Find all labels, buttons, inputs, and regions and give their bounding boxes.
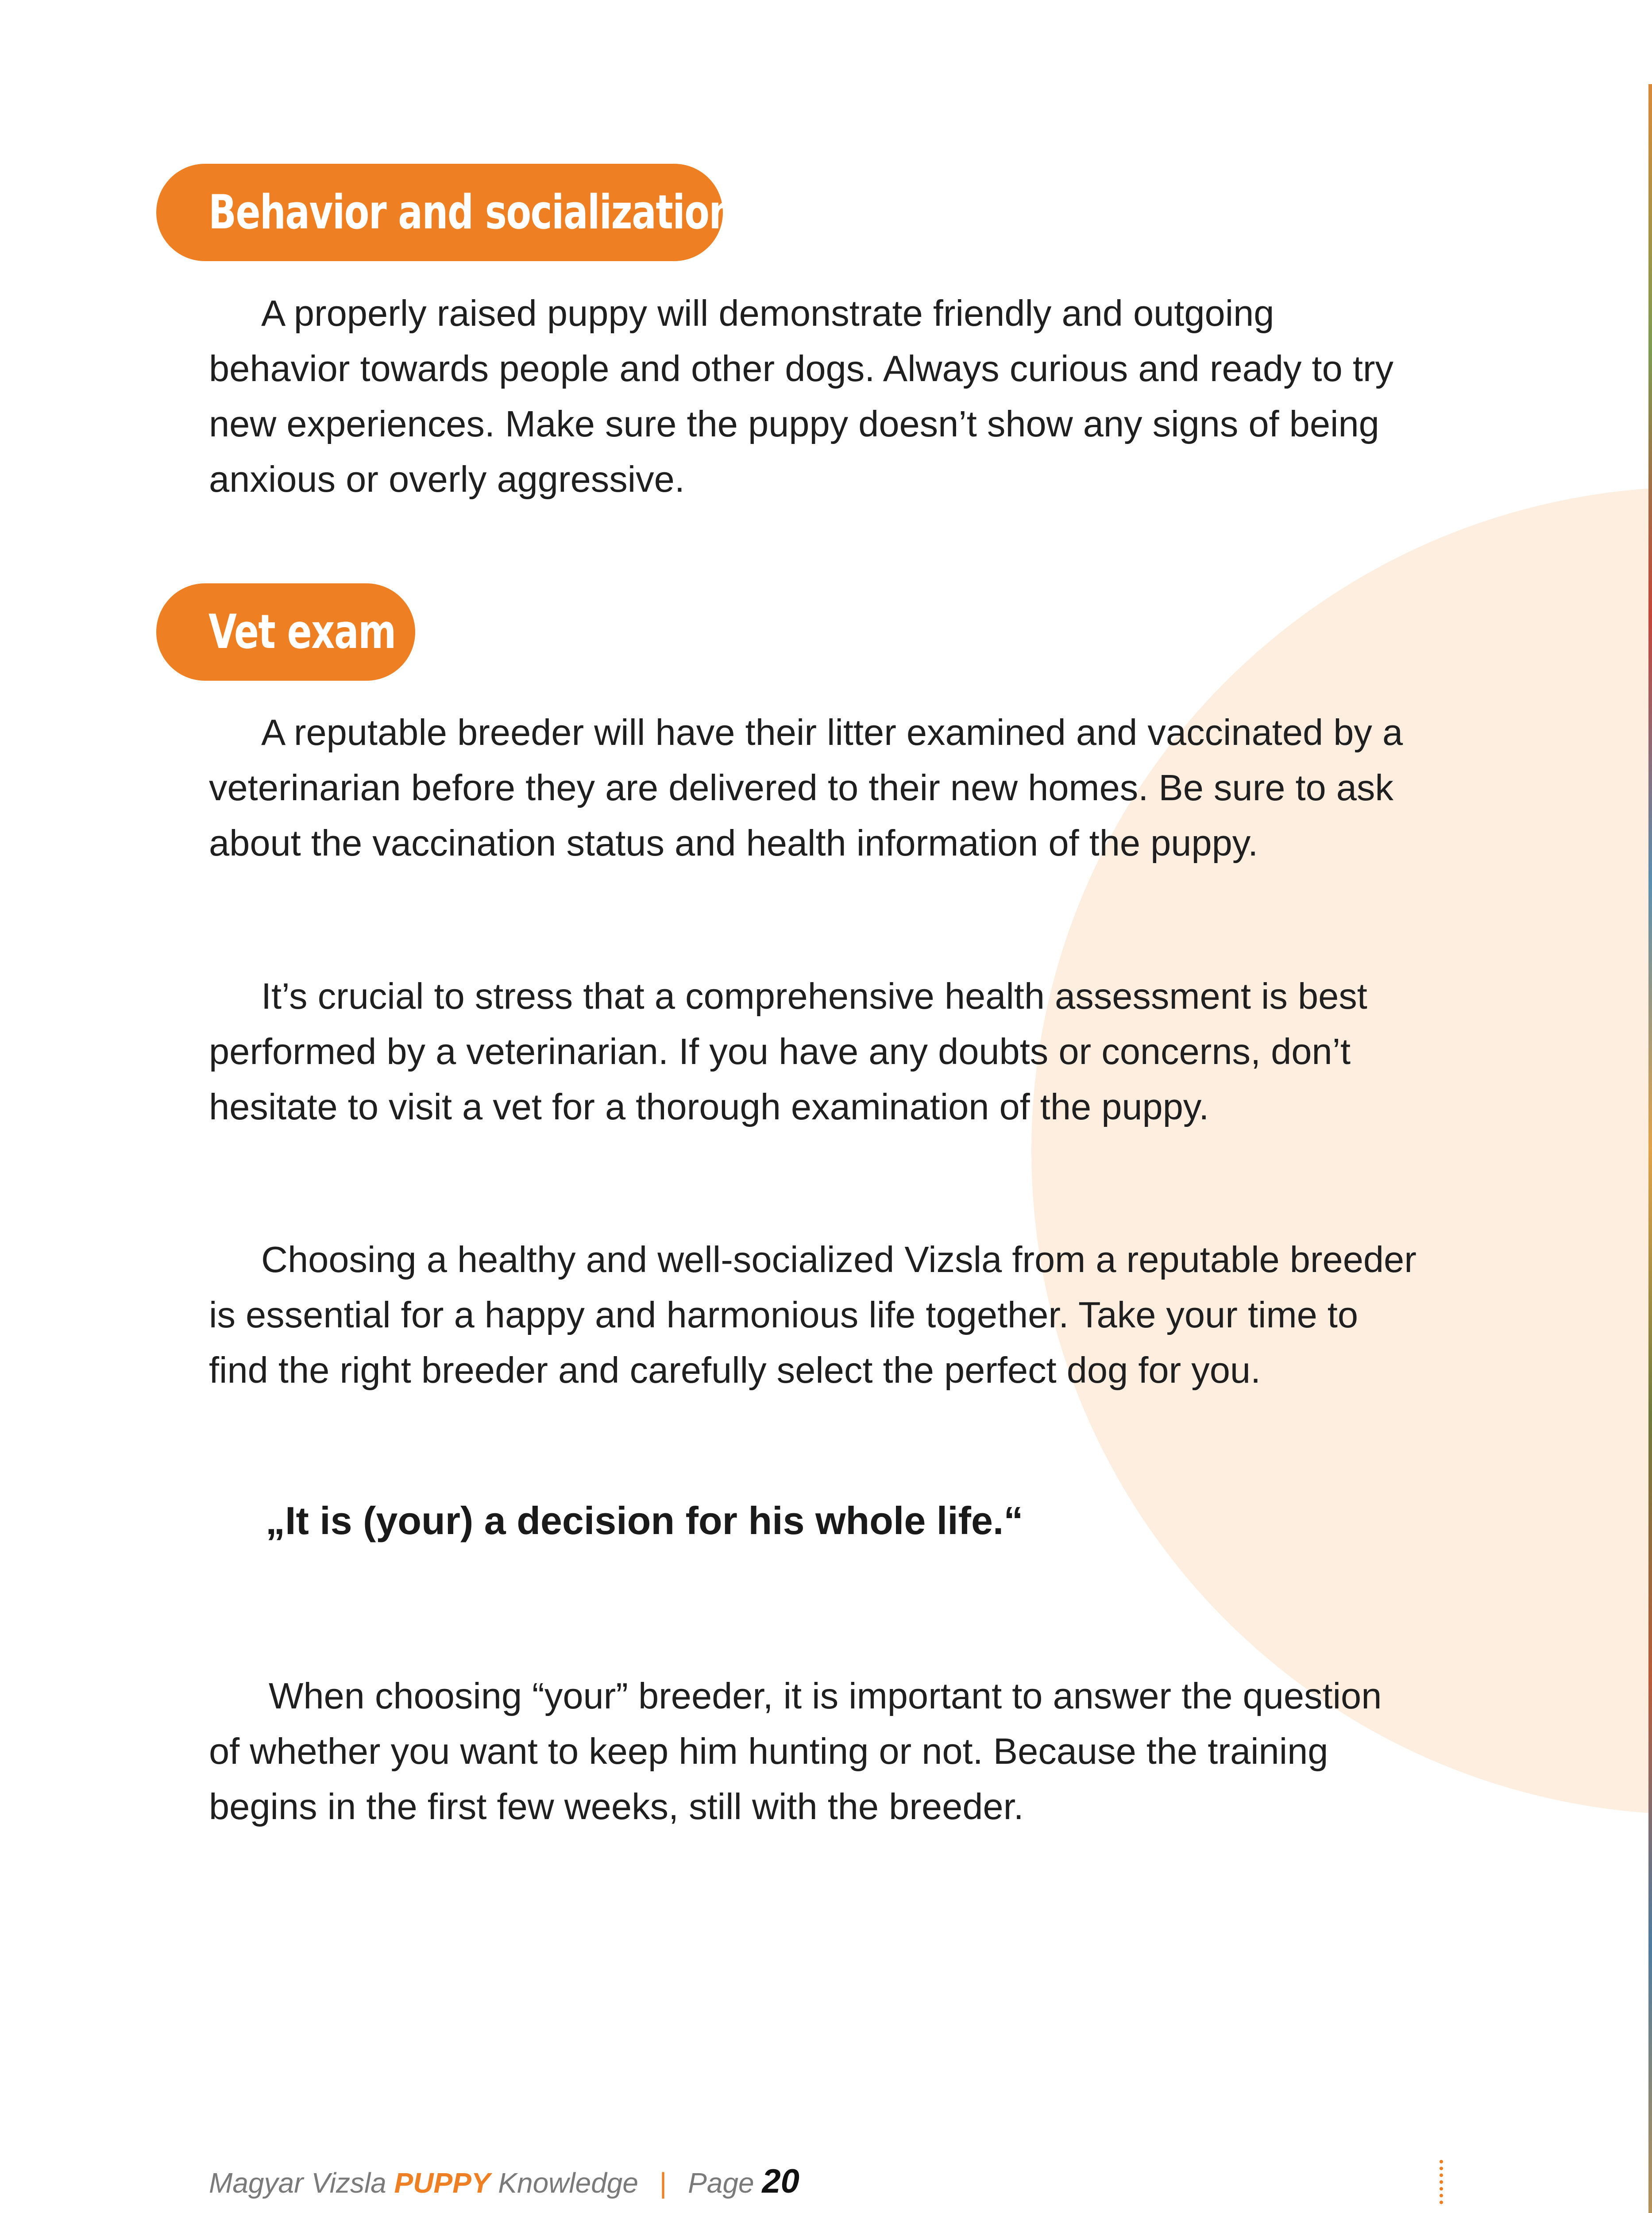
paragraph-closing: When choosing “your” breeder, it is important to answer the question of whether you want to keep him hunting or not. Because the training begins in the first few weeks, still with the breeder. — [209, 1675, 1382, 1827]
footer-title-highlight: PUPPY — [394, 2167, 490, 2199]
paragraph-behavior: A properly raised puppy will demonstrate friendly and outgoing behavior towards people and other dogs. Always curious and ready to try new experiences. Make sure the puppy doesn’t show any signs of being anxious or overly aggressive. — [209, 293, 1394, 500]
section-heading-vet-text: Vet exam — [208, 605, 396, 659]
paragraph-vet-2: It’s crucial to stress that a comprehensive health assessment is best performed by a veterinarian. If you have any doubts or concerns, don’t hesitate to visit a vet for a thorough examination of the puppy. — [209, 975, 1367, 1127]
paragraph-vet-3: Choosing a healthy and well-socialized Vizsla from a reputable breeder is essential for a happy and harmonious life together. Take your time to find the right breeder and carefully select the perfect dog for you. — [209, 1239, 1417, 1391]
footer-separator: | — [659, 2167, 667, 2199]
dotted-divider — [1440, 2160, 1447, 2204]
pull-quote: „It is (your) a decision for his whole life.“ — [266, 1499, 1023, 1542]
decorative-circle — [1031, 487, 1652, 1815]
section-heading-vet — [156, 583, 415, 681]
page-number: 20 — [762, 2163, 799, 2200]
page-edge-strip — [1648, 84, 1652, 2213]
footer-title-suffix: Knowledge — [498, 2167, 638, 2199]
section-heading-behavior-text: Behavior and socialization — [208, 185, 734, 239]
page-footer — [209, 2162, 799, 2201]
section-heading-behavior — [156, 164, 734, 261]
paragraph-vet-1: A reputable breeder will have their litter examined and vaccinated by a veterinarian before they are delivered to their new homes. Be sure to ask about the vaccination status and health information of the puppy. — [209, 712, 1403, 864]
footer-title-prefix: Magyar Vizsla — [209, 2167, 386, 2199]
footer-page-label: Page — [688, 2167, 754, 2199]
